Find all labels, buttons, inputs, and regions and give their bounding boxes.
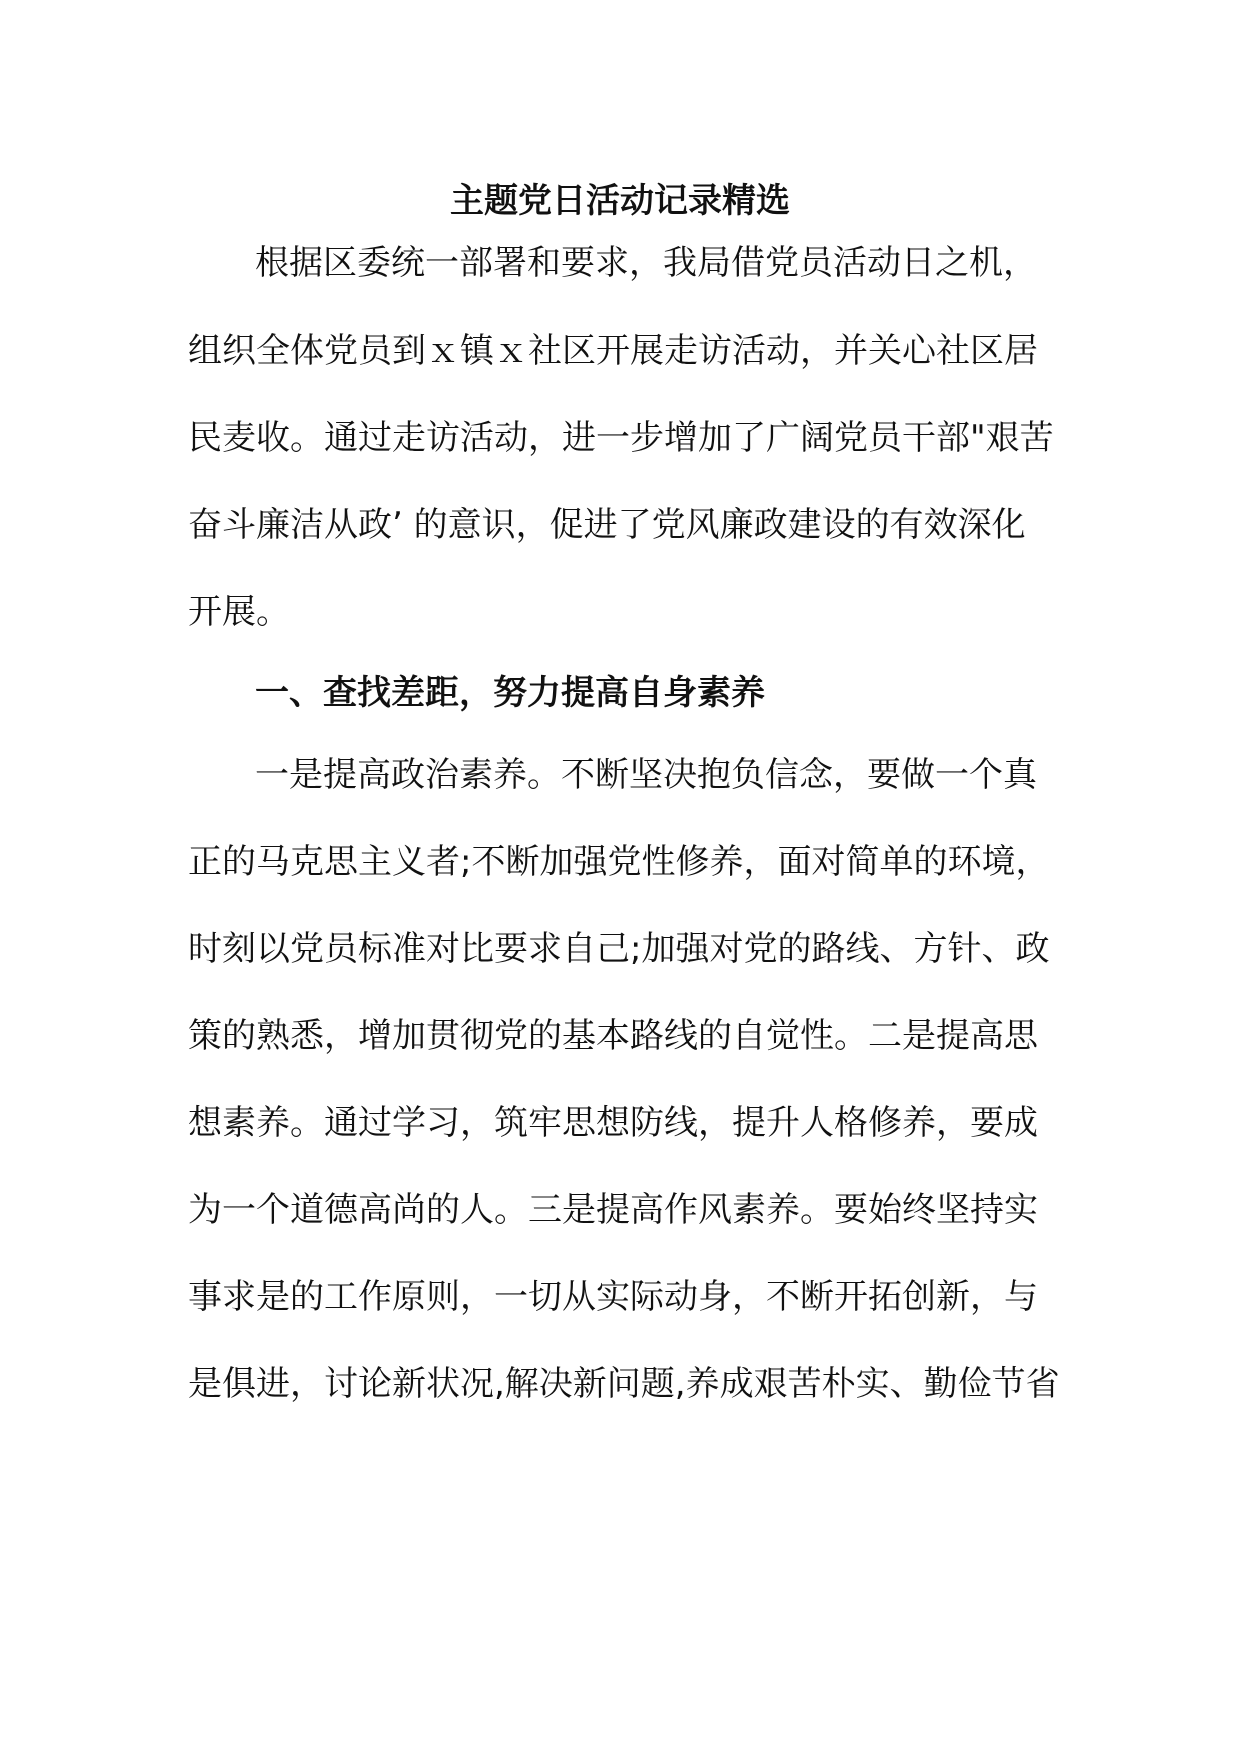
paragraph-line: 一是提高政治素养。不断坚决抱负信念，要做一个真 xyxy=(255,755,1037,795)
section-heading: 一、查找差距，努力提高自身素养 xyxy=(255,673,765,713)
paragraph-line: 民麦收。通过走访活动，进一步增加了广阔党员干部"艰苦 xyxy=(188,418,1054,458)
paragraph-line: 是俱进，讨论新状况,解决新问题,养成艰苦朴实、勤俭节省 xyxy=(188,1364,1060,1404)
paragraph-line: 事求是的工作原则，一切从实际动身，不断开拓创新，与 xyxy=(188,1277,1038,1317)
paragraph-line: 开展。 xyxy=(188,592,290,632)
paragraph-line: 策的熟悉，增加贯彻党的基本路线的自觉性。二是提高思 xyxy=(188,1016,1038,1056)
paragraph-line: 组织全体党员到ｘ镇ｘ社区开展走访活动，并关心社区居 xyxy=(188,331,1038,371)
paragraph-line: 正的马克思主义者;不断加强党性修养，面对简单的环境， xyxy=(188,842,1050,882)
paragraph-line: 奋斗廉洁从政’ 的意识，促进了党风廉政建设的有效深化 xyxy=(188,505,1026,545)
paragraph-line: 想素养。通过学习，筑牢思想防线，提升人格修养，要成 xyxy=(188,1103,1038,1143)
paragraph-line: 为一个道德高尚的人。三是提高作风素养。要始终坚持实 xyxy=(188,1190,1038,1230)
paragraph-line: 时刻以党员标准对比要求自己;加强对党的路线、方针、政 xyxy=(188,929,1050,969)
paragraph-line: 根据区委统一部署和要求，我局借党员活动日之机， xyxy=(255,243,1037,283)
document-title: 主题党日活动记录精选 xyxy=(450,181,790,221)
